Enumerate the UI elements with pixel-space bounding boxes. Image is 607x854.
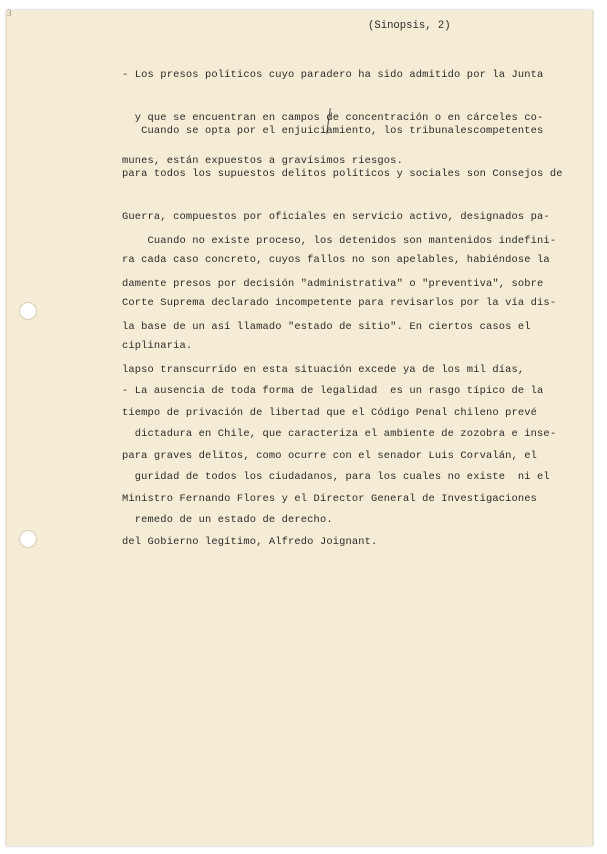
text-line: para graves delitos, como ocurre con el senador Luis Corvalán, el <box>122 450 538 462</box>
text-line: Guerra, compuestos por oficiales en servicio activo, designados pa- <box>122 211 550 223</box>
text-line: para todos los supuestos delitos políticos y sociales son Consejos de <box>122 168 563 180</box>
paragraph-4 <box>122 358 572 554</box>
text-line: remedo de un estado de derecho. <box>122 514 333 526</box>
text-line: y que se encuentran en campos de concentración o en cárceles co- <box>122 112 544 124</box>
text-line: damente presos por decisión "administrativa" o "preventiva", sobre <box>122 278 544 290</box>
punch-hole-top <box>19 302 37 320</box>
document-page <box>6 10 593 846</box>
text-line: Cuando no existe proceso, los detenidos son mantenidos indefini- <box>122 235 557 247</box>
page-header: (Sinopsis, 2) <box>368 20 451 32</box>
text-line: ra cada caso concreto, cuyos fallos no son apelables, habiéndose la <box>122 254 550 266</box>
text-line: la base de un así llamado "estado de sitio". En ciertos casos el <box>122 321 531 333</box>
text-line: del Gobierno legítimo, Alfredo Joignant. <box>122 536 378 548</box>
text-line: tiempo de privación de libertad que el Código Penal chileno prevé <box>122 407 538 419</box>
text-line: - Los presos políticos cuyo paradero ha sido admitido por la Junta <box>122 69 544 81</box>
text-line: lapso transcurrido en esta situación excede ya de los mil días, <box>122 364 525 376</box>
corner-mark: 3 <box>7 8 12 18</box>
text-line: dictadura en Chile, que caracteriza el ambiente de zozobra e inse- <box>122 428 557 440</box>
text-line: Ministro Fernando Flores y el Director General de Investigaciones <box>122 493 538 505</box>
text-line: Corte Suprema declarado incompetente para revisarlos por la vía dis- <box>122 297 557 309</box>
text-line: ciplinaria. <box>122 340 193 352</box>
punch-hole-bottom <box>19 530 37 548</box>
text-line: munes, están expuestos a gravísimos riesgos. <box>122 155 403 167</box>
text-line: - La ausencia de toda forma de legalidad es un rasgo típico de la <box>122 385 544 397</box>
text-line: guridad de todos los ciudadanos, para los cuales no existe ni el <box>122 471 550 483</box>
text-line: Cuando se opta por el enjuiciamiento, los tribunalescompetentes <box>122 125 544 137</box>
